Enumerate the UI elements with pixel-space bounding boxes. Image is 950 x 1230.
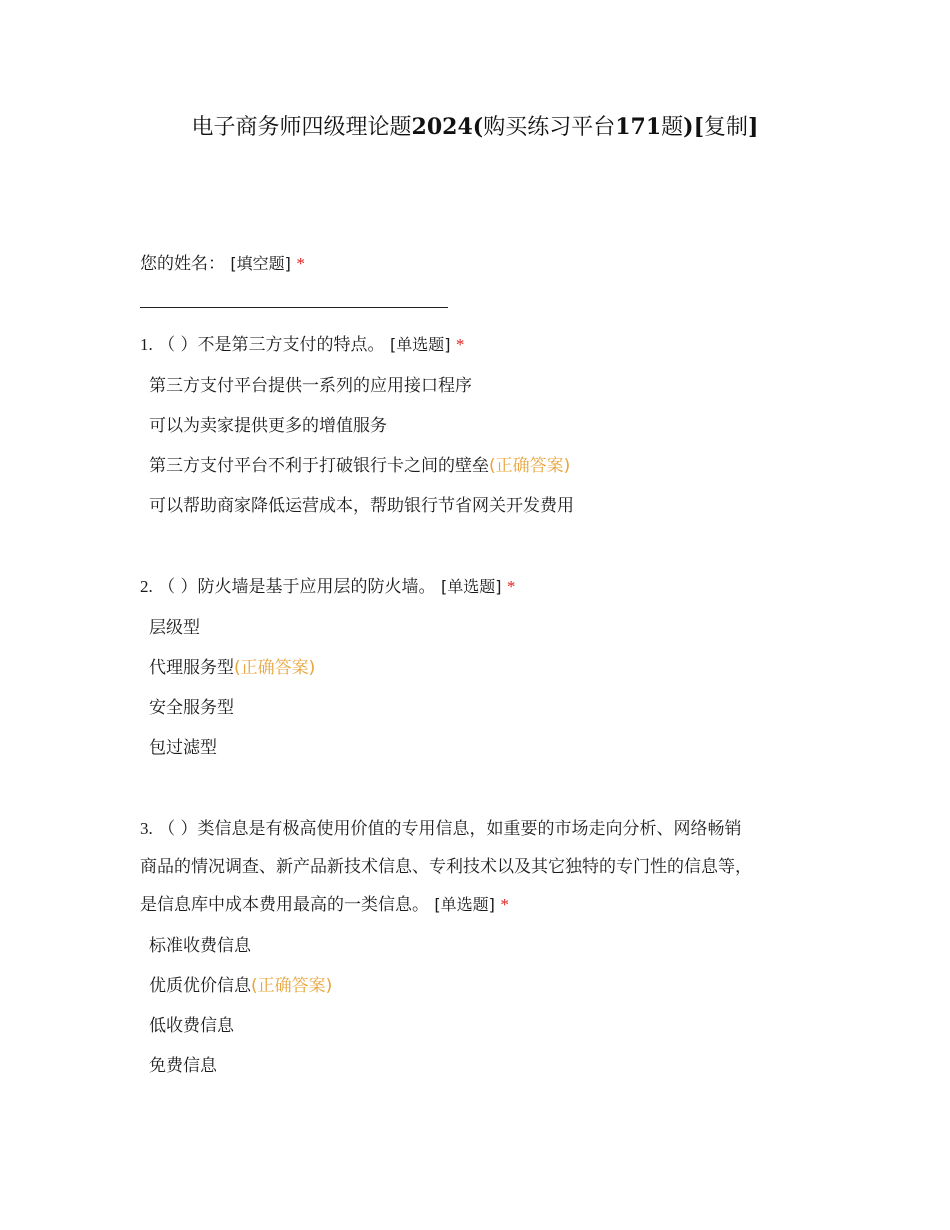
required-mark: * (500, 895, 509, 914)
question-number: 3. (140, 819, 153, 838)
question-1 (140, 326, 820, 526)
option-list (140, 926, 820, 1086)
question-number: 2. (140, 577, 153, 596)
option[interactable] (140, 648, 820, 688)
option-text: 低收费信息 (149, 1016, 234, 1036)
option-text: 第三方支付平台不利于打破银行卡之间的壁垒 (149, 456, 489, 476)
option-text: 免费信息 (149, 1056, 217, 1076)
question-stem (140, 326, 820, 364)
option-text: 代理服务型 (149, 658, 234, 678)
option[interactable] (140, 728, 820, 768)
option[interactable] (140, 406, 820, 446)
title-middle-text: 购买练习平台 (483, 115, 616, 140)
required-mark: * (296, 254, 305, 273)
title-suffix-text: 题)[复制] (661, 114, 759, 140)
question-text: 商品的情况调查、新产品新技术信息、专利技术以及其它独特的专门性的信息等， (140, 857, 752, 877)
option-list (140, 366, 820, 526)
title-prefix: 电子商务师四级理论题 (191, 115, 412, 140)
option-text: 包过滤型 (149, 738, 217, 758)
option-text: 第三方支付平台提供一系列的应用接口程序 (149, 376, 472, 396)
question-type-tag: [单选题] (440, 577, 502, 596)
question-stem-line-2 (140, 848, 820, 886)
title-count: 171 (615, 114, 662, 140)
correct-answer-tag: (正确答案) (251, 976, 333, 996)
option[interactable] (140, 688, 820, 728)
option[interactable] (140, 446, 820, 486)
question-3 (140, 810, 820, 1086)
question-2 (140, 568, 820, 768)
name-question (140, 245, 820, 283)
question-stem-line-3 (140, 886, 820, 924)
question-type-tag: [单选题] (389, 335, 451, 354)
correct-answer-tag: (正确答案) (489, 456, 571, 476)
question-type-tag: [填空题] (230, 254, 291, 273)
option[interactable] (140, 966, 820, 1006)
required-mark: * (506, 577, 516, 596)
option[interactable] (140, 486, 820, 526)
option-text: 安全服务型 (149, 698, 234, 718)
question-text: （ ）不是第三方支付的特点。 (158, 335, 385, 355)
question-text: （ ）防火墙是基于应用层的防火墙。 (158, 577, 436, 597)
document-title: 电子商务师四级理论题2024(购买练习平台171题)[复制] (191, 114, 759, 140)
correct-answer-tag: (正确答案) (234, 658, 316, 678)
option[interactable] (140, 1006, 820, 1046)
required-mark: * (455, 335, 465, 354)
title-year: 2024 (411, 114, 473, 140)
option[interactable] (140, 1046, 820, 1086)
option[interactable] (140, 366, 820, 406)
question-text: 是信息库中成本费用最高的一类信息。 (140, 895, 429, 915)
name-question-line (140, 245, 820, 283)
name-label: 您的姓名： (140, 254, 225, 274)
name-input-field[interactable] (140, 307, 448, 308)
question-stem-line-1 (140, 810, 820, 848)
option[interactable] (140, 608, 820, 648)
option-text: 优质优价信息 (149, 976, 251, 996)
question-type-tag: [单选题] (434, 895, 495, 914)
question-number: 1. (140, 335, 153, 354)
question-stem (140, 568, 820, 606)
option-text: 可以为卖家提供更多的增值服务 (149, 416, 387, 436)
question-text: （ ）类信息是有极高使用价值的专用信息，如重要的市场走向分析、网络畅销 (158, 819, 742, 839)
option-text: 层级型 (149, 618, 200, 638)
option-list (140, 608, 820, 768)
option[interactable] (140, 926, 820, 966)
option-text: 标准收费信息 (149, 936, 251, 956)
option-text: 可以帮助商家降低运营成本，帮助银行节省网关开发费用 (149, 496, 574, 516)
